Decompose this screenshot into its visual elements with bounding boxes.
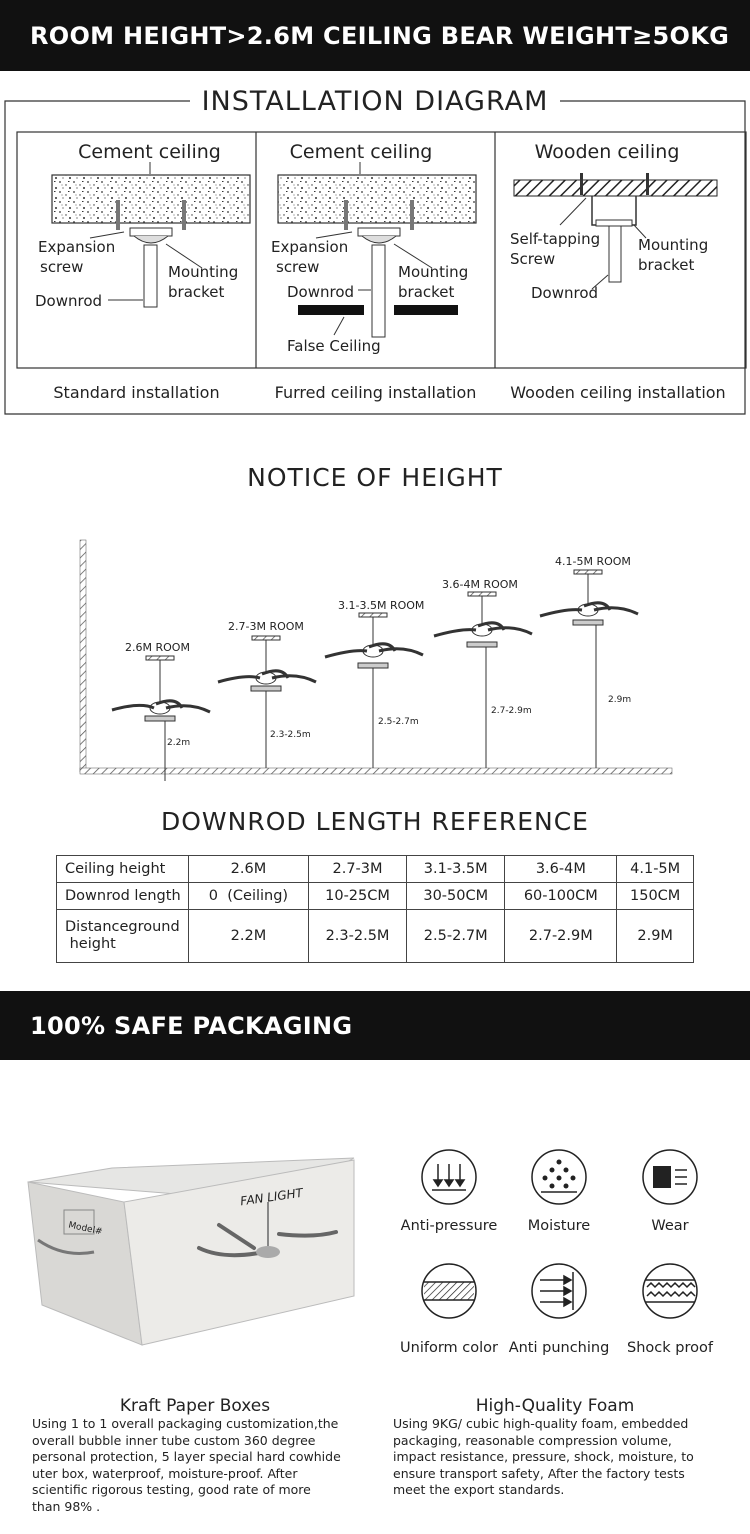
- foam-title: High-Quality Foam: [475, 1396, 635, 1416]
- label-expansion-2: Expansion: [271, 238, 349, 256]
- table-row: [57, 910, 694, 963]
- fan-2: [218, 636, 316, 768]
- foam-line: meet the export standards.: [393, 1482, 565, 1497]
- label-expansion: Expansion: [38, 238, 116, 256]
- table-cell: 30-50CM: [407, 883, 505, 910]
- label-mounting: Mounting: [168, 263, 239, 281]
- panel2-ceiling-type: Cement ceiling: [289, 141, 433, 163]
- packaging-title: 100% SAFE PACKAGING: [30, 1012, 353, 1040]
- banner-title: ROOM HEIGHT>2.6M CEILING BEAR WEIGHT≥5OKG: [30, 22, 730, 50]
- table-cell: 10-25CM: [308, 883, 406, 910]
- label-downrod: Downrod: [35, 292, 103, 310]
- distance-label-4: 2.7-2.9m: [491, 706, 532, 716]
- table-cell: 2.5-2.7M: [407, 910, 505, 963]
- kraft-title: Kraft Paper Boxes: [119, 1396, 271, 1416]
- foam-line: packaging, reasonable compression volume,: [393, 1432, 672, 1448]
- panel3-caption: Wooden ceiling installation: [510, 383, 726, 402]
- table-row: [57, 856, 694, 883]
- water-drops-icon: [530, 1148, 588, 1206]
- label-downrod-2: Downrod: [287, 283, 355, 301]
- fan-5: [540, 570, 638, 768]
- room-label-1: 2.6M ROOM: [125, 641, 190, 654]
- label-false-ceiling: False Ceiling: [287, 337, 381, 355]
- row-head-downrod: Downrod length: [57, 883, 189, 910]
- panel1-caption: Standard installation: [53, 383, 220, 402]
- distance-label-2: 2.3-2.5m: [270, 730, 311, 740]
- distance-label-1: 2.2m: [167, 738, 191, 748]
- table-cell: 2.2M: [189, 910, 309, 963]
- feature-label-moisture: Moisture: [527, 1218, 591, 1234]
- label-mounting-2: Mounting: [398, 263, 469, 281]
- downrod-title: DOWNROD LENGTH REFERENCE: [161, 807, 589, 836]
- arrows-down-icon: [420, 1148, 478, 1206]
- table-row: [57, 883, 694, 910]
- panel1-ceiling-type: Cement ceiling: [78, 141, 221, 163]
- box-model: Model#: [67, 1220, 104, 1238]
- feature-label-uniform-color: Uniform color: [400, 1340, 498, 1356]
- table-cell: 2.7-3M: [308, 856, 406, 883]
- room-label-3: 3.1-3.5M ROOM: [338, 599, 425, 612]
- label-screw-3: Screw: [510, 250, 556, 268]
- room-label-5: 4.1-5M ROOM: [555, 555, 631, 568]
- label-self-tapping: Self-tapping: [510, 230, 601, 248]
- row-head-ceiling: Ceiling height: [57, 856, 189, 883]
- wear-icon: [641, 1148, 699, 1206]
- label-screw-2: screw: [276, 258, 320, 276]
- feature-label-wear: Wear: [651, 1218, 689, 1234]
- panel2-caption: Furred ceiling installation: [274, 383, 477, 402]
- kraft-description: [32, 1416, 372, 1515]
- installation-title: INSTALLATION DIAGRAM: [201, 86, 549, 117]
- table-cell: 3.6-4M: [505, 856, 617, 883]
- feature-label-anti-pressure: Anti-pressure: [400, 1218, 498, 1234]
- foam-description: [393, 1416, 738, 1499]
- kraft-line: than 98% .: [32, 1498, 101, 1514]
- table-cell: 2.9M: [617, 910, 694, 963]
- distance-label-3: 2.5-2.7m: [378, 717, 419, 727]
- hatched-circle-icon: [420, 1262, 478, 1320]
- label-bracket-3: bracket: [638, 256, 695, 274]
- row-head-line-1: Distanceground: [65, 919, 180, 936]
- row-head-line-2: height: [65, 936, 116, 953]
- table-cell: 60-100CM: [505, 883, 617, 910]
- box-illustration: [24, 1140, 359, 1355]
- table-cell: 150CM: [617, 883, 694, 910]
- label-mounting-3: Mounting: [638, 236, 709, 254]
- foam-line: ensure transport safety, After the factory tests: [393, 1465, 685, 1481]
- fan-1: [112, 656, 210, 781]
- table-cell: 4.1-5M: [617, 856, 694, 883]
- label-bracket: bracket: [168, 283, 225, 301]
- kraft-line: Using 1 to 1 overall packaging customization,the: [32, 1416, 339, 1431]
- row-head-distance: [57, 910, 189, 963]
- kraft-line: personal protection, 5 layer special hard cowhide: [32, 1449, 341, 1464]
- label-screw: screw: [40, 258, 84, 276]
- table-cell: 2.7-2.9M: [505, 910, 617, 963]
- room-label-2: 2.7-3M ROOM: [228, 620, 304, 633]
- table-cell: 2.6M: [189, 856, 309, 883]
- table-cell: 0 (Ceiling): [189, 883, 309, 910]
- top-banner: [0, 0, 750, 71]
- zigzag-icon: [641, 1262, 699, 1320]
- packaging-banner: [0, 991, 750, 1060]
- table-cell: 3.1-3.5M: [407, 856, 505, 883]
- fan-3: [325, 613, 423, 768]
- panel3-ceiling-type: Wooden ceiling: [534, 141, 680, 163]
- fan-4: [434, 592, 532, 768]
- arrows-right-icon: [530, 1262, 588, 1320]
- distance-label-5: 2.9m: [608, 695, 632, 705]
- table-cell: 2.3-2.5M: [308, 910, 406, 963]
- kraft-line: overall bubble inner tube custom 360 degree: [32, 1432, 316, 1448]
- room-label-4: 3.6-4M ROOM: [442, 578, 518, 591]
- feature-label-shock-proof: Shock proof: [627, 1340, 713, 1356]
- box-brand: FAN LIGHT: [239, 1185, 304, 1209]
- downrod-table: [56, 855, 694, 963]
- foam-line: impact resistance, pressure, shock, moisture, to: [393, 1449, 694, 1464]
- height-illustration: [76, 536, 676, 781]
- label-bracket-2: bracket: [398, 283, 455, 301]
- foam-line: Using 9KG/ cubic high-quality foam, embedded: [393, 1416, 689, 1431]
- height-notice-title: NOTICE OF HEIGHT: [247, 463, 503, 492]
- feature-label-anti-punching: Anti punching: [508, 1340, 610, 1356]
- label-downrod-3: Downrod: [531, 284, 599, 302]
- kraft-line: uter box, waterproof, moisture-proof. After: [32, 1465, 298, 1481]
- kraft-line: scientific rigorous testing, good rate of more: [32, 1482, 311, 1497]
